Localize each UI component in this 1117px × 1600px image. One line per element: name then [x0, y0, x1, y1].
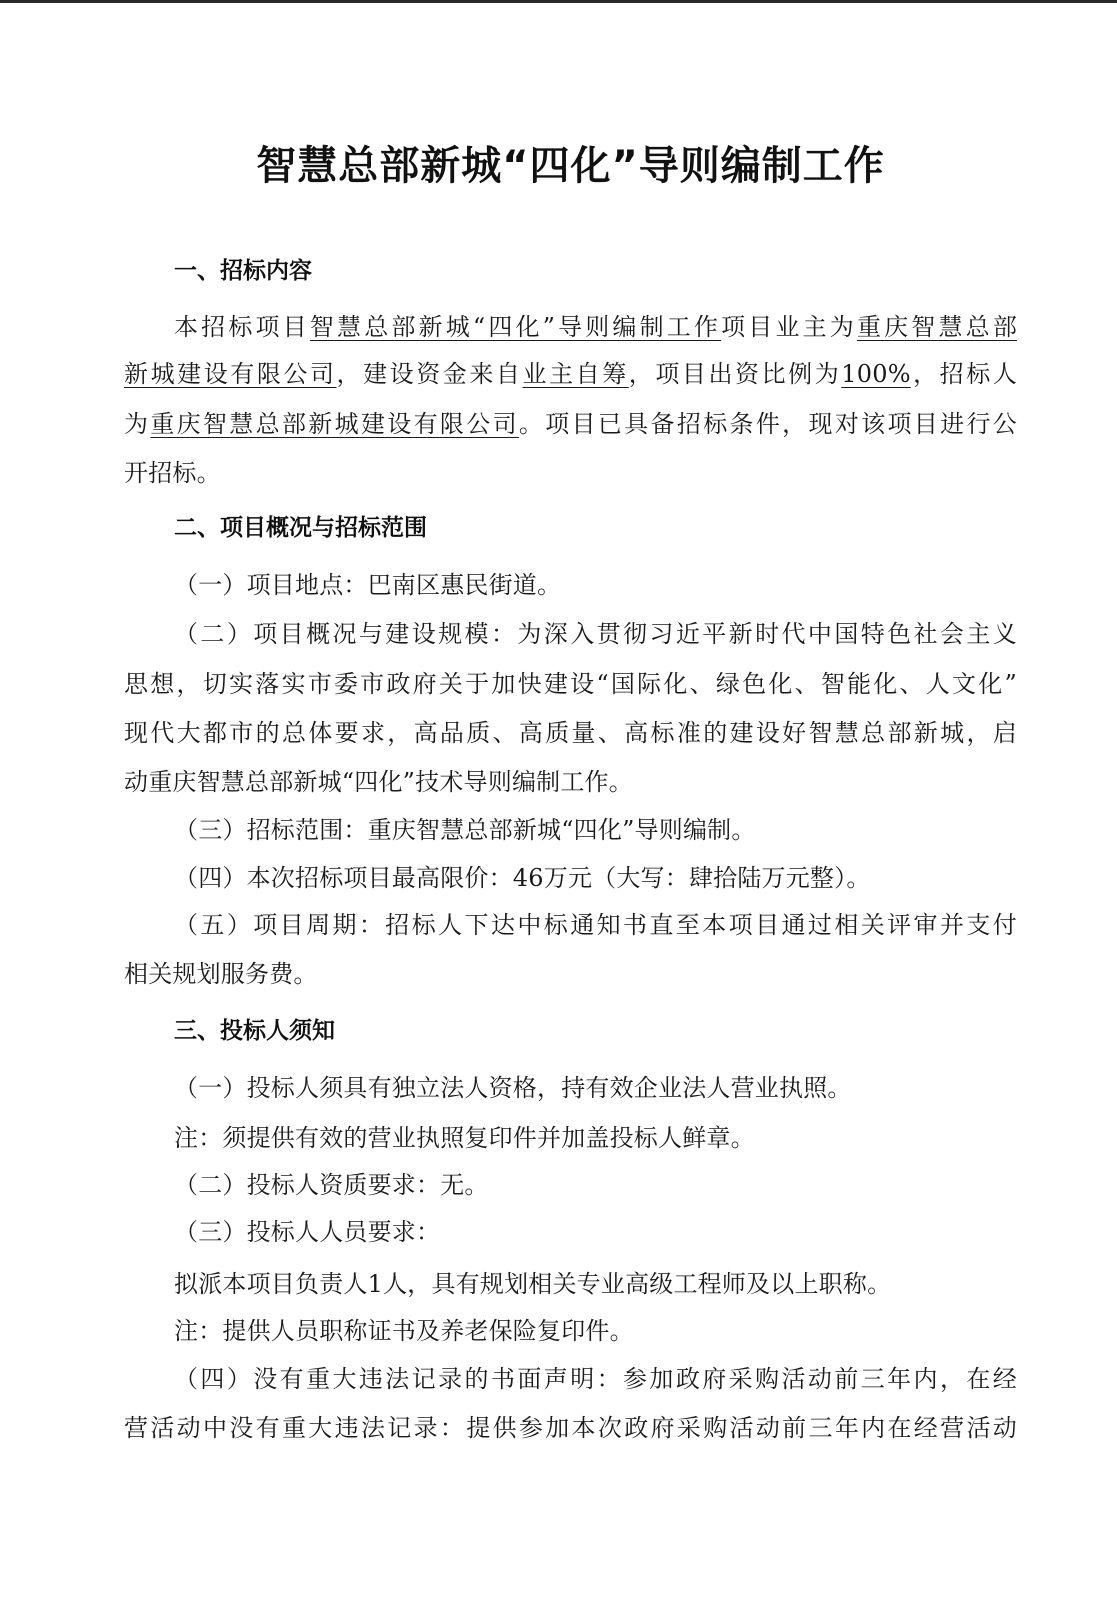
paragraph-line: 动重庆智慧总部新城“四化”技术导则编制工作。 [124, 768, 633, 796]
section-heading-project-overview: 二、项目概况与招标范围 [174, 515, 427, 541]
paragraph-line: 营活动中没有重大违法记录：提供参加本次政府采购活动前三年内在经营活动 [124, 1414, 1017, 1442]
paragraph-line [124, 404, 1017, 439]
text-span: 。项目已具备招标条件，现对该项目进行公 [518, 410, 1017, 438]
paragraph-line [124, 354, 1017, 389]
paragraph-line: 思想，切实落实市委市政府关于加快建设“国际化、绿色化、智能化、人文化” [124, 670, 1017, 698]
text-span: ，项目出资比例为 [628, 360, 842, 388]
text-span: 本招标项目 [174, 313, 310, 341]
note-certificates: 注：提供人员职称证书及养老保险复印件。 [174, 1317, 634, 1345]
note-business-license: 注：须提供有效的营业执照复印件并加盖投标人鲜章。 [174, 1124, 755, 1152]
underlined-funding-ratio: 100% [841, 360, 911, 388]
item-tender-scope: （三）招标范围：重庆智慧总部新城“四化”导则编制。 [174, 816, 756, 844]
item-personnel-detail: 拟派本项目负责人1人，具有规划相关专业高级工程师及以上职称。 [174, 1270, 892, 1298]
underlined-fund-source: 业主自筹 [522, 360, 629, 388]
document-title: 智慧总部新城“四化”导则编制工作 [256, 143, 885, 189]
item-max-price: （四）本次招标项目最高限价：46万元（大写：肆拾陆万元整）。 [174, 864, 871, 892]
item-legal-entity: （一）投标人须具有独立法人资格，持有效企业法人营业执照。 [174, 1074, 852, 1102]
underlined-project-name: 智慧总部新城“四化”导则编制工作 [309, 313, 722, 341]
paragraph-line: 相关规划服务费。 [124, 960, 318, 988]
section-heading-bidder-notice: 三、投标人须知 [174, 1018, 335, 1044]
text-span: ，招标人 [910, 360, 1017, 388]
item-qualification: （二）投标人资质要求：无。 [174, 1171, 489, 1199]
scan-top-edge [0, 0, 1117, 3]
section-heading-tender-content: 一、招标内容 [174, 258, 312, 284]
underlined-tenderer-name: 重庆智慧总部新城建设有限公司 [150, 410, 519, 438]
item-personnel: （三）投标人人员要求： [174, 1218, 441, 1246]
text-span: 为 [124, 410, 151, 438]
text-span: 项目业主为 [721, 313, 857, 341]
text-span: ，建设资金来自 [336, 360, 523, 388]
item-no-violation: （四）没有重大违法记录的书面声明：参加政府采购活动前三年内，在经 [174, 1365, 1017, 1393]
paragraph-line [174, 307, 1017, 342]
item-project-overview: （二）项目概况与建设规模：为深入贯彻习近平新时代中国特色社会主义 [174, 620, 1017, 648]
paragraph-line: 开招标。 [124, 459, 221, 487]
underlined-owner-name: 新城建设有限公司 [124, 360, 337, 388]
paragraph-line: 现代大都市的总体要求，高品质、高质量、高标准的建设好智慧总部新城，启 [124, 719, 1017, 747]
item-project-location: （一）项目地点：巴南区惠民街道。 [174, 571, 562, 599]
underlined-owner-name: 重庆智慧总部 [856, 313, 1018, 341]
item-project-period: （五）项目周期：招标人下达中标通知书直至本项目通过相关评审并支付 [174, 911, 1017, 939]
